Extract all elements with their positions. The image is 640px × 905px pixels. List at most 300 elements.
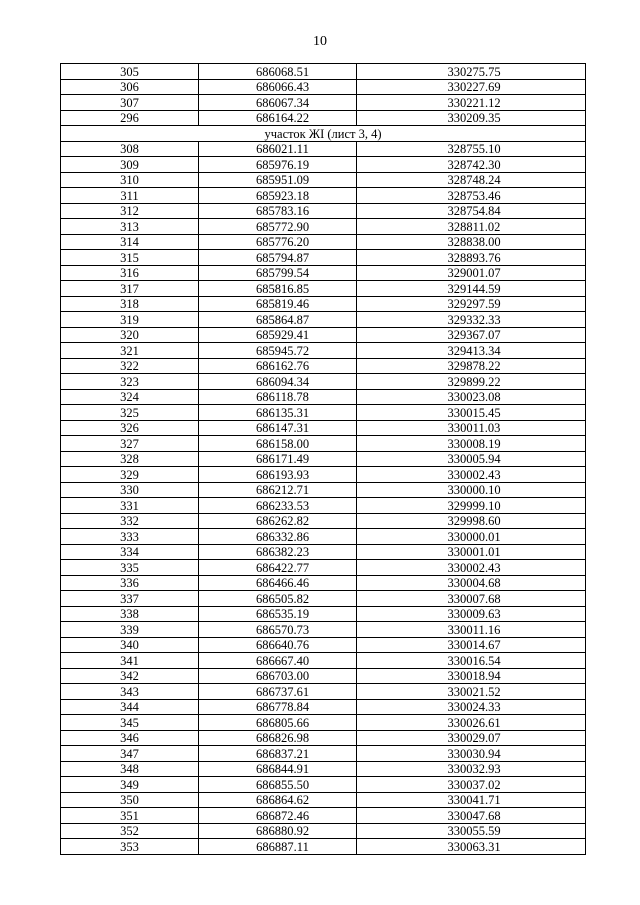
x-coordinate-cell-text: 686021.11 bbox=[256, 142, 309, 156]
point-number-cell-text: 344 bbox=[120, 700, 139, 714]
point-number-cell bbox=[61, 746, 199, 762]
y-coordinate-cell bbox=[357, 64, 586, 80]
y-coordinate-cell-text: 330009.63 bbox=[447, 607, 501, 621]
y-coordinate-cell bbox=[357, 374, 586, 390]
table-row bbox=[61, 653, 586, 669]
point-number-cell bbox=[61, 777, 199, 793]
point-number-cell bbox=[61, 172, 199, 188]
table-row bbox=[61, 498, 586, 514]
table-row bbox=[61, 172, 586, 188]
y-coordinate-cell bbox=[357, 761, 586, 777]
point-number-cell bbox=[61, 839, 199, 855]
x-coordinate-cell-text: 686147.31 bbox=[255, 421, 310, 435]
x-coordinate-cell bbox=[199, 157, 357, 173]
y-coordinate-cell-text: 330024.33 bbox=[447, 700, 501, 714]
y-coordinate-cell bbox=[357, 172, 586, 188]
table-row bbox=[61, 637, 586, 653]
y-coordinate-cell bbox=[357, 839, 586, 855]
x-coordinate-cell bbox=[199, 684, 357, 700]
point-number-cell bbox=[61, 141, 199, 157]
point-number-cell bbox=[61, 513, 199, 529]
y-coordinate-cell-text: 329001.07 bbox=[447, 266, 501, 280]
x-coordinate-cell bbox=[199, 792, 357, 808]
x-coordinate-cell-text: 686466.46 bbox=[255, 576, 310, 590]
table-body-top bbox=[61, 64, 586, 126]
y-coordinate-cell-text: 330001.01 bbox=[447, 545, 501, 559]
point-number-cell-text: 339 bbox=[120, 622, 139, 637]
y-coordinate-cell bbox=[357, 234, 586, 250]
x-coordinate-cell bbox=[199, 591, 357, 607]
y-coordinate-cell bbox=[357, 560, 586, 576]
y-coordinate-cell bbox=[357, 296, 586, 312]
x-coordinate-cell-text: 686805.66 bbox=[255, 715, 310, 730]
table-row bbox=[61, 343, 586, 359]
point-number-cell-text: 296 bbox=[120, 111, 139, 125]
point-number-cell bbox=[61, 498, 199, 514]
x-coordinate-cell bbox=[199, 188, 357, 204]
table-row bbox=[61, 188, 586, 204]
x-coordinate-cell bbox=[199, 141, 357, 157]
x-coordinate-cell-text: 686233.53 bbox=[255, 498, 310, 513]
y-coordinate-cell-text: 328838.00 bbox=[447, 235, 501, 249]
table-row bbox=[61, 64, 586, 80]
x-coordinate-cell bbox=[199, 250, 357, 266]
y-coordinate-cell bbox=[357, 312, 586, 328]
y-coordinate-cell bbox=[357, 343, 586, 359]
point-number-cell-text: 307 bbox=[120, 95, 139, 110]
point-number-cell bbox=[61, 668, 199, 684]
x-coordinate-cell bbox=[199, 281, 357, 297]
table-row bbox=[61, 281, 586, 297]
y-coordinate-cell bbox=[357, 358, 586, 374]
point-number-cell-text: 333 bbox=[120, 529, 139, 544]
point-number-cell bbox=[61, 451, 199, 467]
y-coordinate-cell bbox=[357, 281, 586, 297]
point-number-cell bbox=[61, 560, 199, 576]
x-coordinate-cell bbox=[199, 436, 357, 452]
y-coordinate-cell-text: 330011.03 bbox=[447, 421, 501, 435]
table-row bbox=[61, 529, 586, 545]
x-coordinate-cell bbox=[199, 544, 357, 560]
x-coordinate-cell bbox=[199, 699, 357, 715]
x-coordinate-cell bbox=[199, 234, 357, 250]
x-coordinate-cell bbox=[199, 761, 357, 777]
x-coordinate-cell-text: 685976.19 bbox=[255, 157, 310, 172]
point-number-cell-text: 311 bbox=[120, 188, 139, 203]
table-row bbox=[61, 405, 586, 421]
y-coordinate-cell bbox=[357, 575, 586, 591]
point-number-cell-text: 313 bbox=[120, 219, 139, 234]
x-coordinate-cell-text: 686382.23 bbox=[255, 545, 310, 559]
x-coordinate-cell-text: 686094.34 bbox=[255, 374, 310, 389]
y-coordinate-cell bbox=[357, 668, 586, 684]
y-coordinate-cell bbox=[357, 203, 586, 219]
y-coordinate-cell bbox=[357, 792, 586, 808]
point-number-cell-text: 330 bbox=[120, 483, 139, 497]
y-coordinate-cell-text: 330055.59 bbox=[447, 824, 501, 838]
x-coordinate-cell-text: 686332.86 bbox=[255, 529, 310, 544]
section-header: участок ЖІ (лист 3, 4) bbox=[61, 126, 586, 142]
point-number-cell bbox=[61, 312, 199, 328]
x-coordinate-cell bbox=[199, 265, 357, 281]
y-coordinate-cell-text: 330005.94 bbox=[447, 452, 501, 466]
point-number-cell bbox=[61, 792, 199, 808]
point-number-cell bbox=[61, 358, 199, 374]
point-number-cell-text: 336 bbox=[120, 576, 139, 590]
x-coordinate-cell-text: 685864.87 bbox=[255, 312, 310, 327]
x-coordinate-cell bbox=[199, 327, 357, 343]
y-coordinate-cell-text: 330021.52 bbox=[447, 684, 501, 699]
table-row bbox=[61, 389, 586, 405]
x-coordinate-cell-text: 686171.49 bbox=[255, 452, 310, 466]
point-number-cell-text: 315 bbox=[120, 250, 139, 265]
table-row bbox=[61, 436, 586, 452]
point-number-cell-text: 341 bbox=[120, 653, 139, 668]
point-number-cell bbox=[61, 79, 199, 95]
y-coordinate-cell bbox=[357, 746, 586, 762]
y-coordinate-cell-text: 330227.69 bbox=[447, 80, 501, 94]
point-number-cell bbox=[61, 699, 199, 715]
point-number-cell-text: 319 bbox=[120, 312, 139, 327]
y-coordinate-cell bbox=[357, 250, 586, 266]
point-number-cell-text: 335 bbox=[120, 560, 139, 575]
point-number-cell-text: 345 bbox=[120, 715, 139, 730]
table-row bbox=[61, 296, 586, 312]
y-coordinate-cell bbox=[357, 808, 586, 824]
table-row bbox=[61, 622, 586, 638]
y-coordinate-cell bbox=[357, 684, 586, 700]
point-number-cell bbox=[61, 653, 199, 669]
y-coordinate-cell-text: 328748.24 bbox=[447, 173, 501, 187]
y-coordinate-cell-text: 330041.71 bbox=[447, 793, 501, 807]
point-number-cell bbox=[61, 389, 199, 405]
y-coordinate-cell-text: 328811.02 bbox=[447, 219, 501, 234]
point-number-cell-text: 346 bbox=[120, 731, 139, 745]
y-coordinate-cell-text: 330047.68 bbox=[447, 808, 501, 823]
point-number-cell bbox=[61, 219, 199, 235]
page-number: 10 bbox=[313, 34, 327, 49]
point-number-cell-text: 328 bbox=[120, 452, 139, 466]
x-coordinate-cell-text: 686872.46 bbox=[255, 808, 310, 823]
y-coordinate-cell-text: 330037.02 bbox=[447, 777, 501, 792]
point-number-cell-text: 343 bbox=[120, 684, 139, 699]
x-coordinate-cell-text: 686640.76 bbox=[255, 638, 310, 652]
x-coordinate-cell-text: 686422.77 bbox=[255, 560, 310, 575]
y-coordinate-cell bbox=[357, 451, 586, 467]
point-number-cell bbox=[61, 296, 199, 312]
point-number-cell-text: 334 bbox=[120, 545, 139, 559]
x-coordinate-cell bbox=[199, 219, 357, 235]
x-coordinate-cell bbox=[199, 498, 357, 514]
table-row bbox=[61, 110, 586, 126]
table-row bbox=[61, 420, 586, 436]
x-coordinate-cell bbox=[199, 172, 357, 188]
point-number-cell bbox=[61, 281, 199, 297]
point-number-cell-text: 329 bbox=[120, 467, 139, 482]
point-number-cell-text: 349 bbox=[120, 777, 139, 792]
y-coordinate-cell bbox=[357, 622, 586, 638]
point-number-cell-text: 310 bbox=[120, 173, 139, 187]
x-coordinate-cell-text: 685794.87 bbox=[255, 250, 310, 265]
y-coordinate-cell-text: 330004.68 bbox=[447, 576, 501, 590]
section-header-row bbox=[61, 126, 586, 142]
point-number-cell-text: 324 bbox=[120, 390, 139, 404]
table-row bbox=[61, 250, 586, 266]
x-coordinate-cell bbox=[199, 839, 357, 855]
point-number-cell-text: 316 bbox=[120, 266, 139, 280]
x-coordinate-cell-text: 686880.92 bbox=[255, 824, 310, 838]
x-coordinate-cell bbox=[199, 746, 357, 762]
y-coordinate-cell bbox=[357, 498, 586, 514]
point-number-cell bbox=[61, 529, 199, 545]
y-coordinate-cell bbox=[357, 389, 586, 405]
y-coordinate-cell bbox=[357, 544, 586, 560]
point-number-cell-text: 332 bbox=[120, 514, 139, 528]
x-coordinate-cell bbox=[199, 513, 357, 529]
point-number-cell bbox=[61, 110, 199, 126]
table-row bbox=[61, 668, 586, 684]
y-coordinate-cell-text: 330029.07 bbox=[447, 731, 501, 745]
point-number-cell bbox=[61, 234, 199, 250]
point-number-cell bbox=[61, 265, 199, 281]
y-coordinate-cell bbox=[357, 420, 586, 436]
x-coordinate-cell-text: 686837.21 bbox=[255, 746, 310, 761]
point-number-cell-text: 338 bbox=[120, 607, 139, 621]
point-number-cell bbox=[61, 420, 199, 436]
x-coordinate-cell bbox=[199, 715, 357, 731]
x-coordinate-cell-text: 686118.78 bbox=[256, 390, 309, 404]
y-coordinate-cell-text: 330221.12 bbox=[447, 95, 501, 110]
y-coordinate-cell-text: 330002.43 bbox=[447, 467, 501, 482]
y-coordinate-cell bbox=[357, 653, 586, 669]
x-coordinate-cell-text: 685923.18 bbox=[255, 188, 310, 203]
point-number-cell bbox=[61, 823, 199, 839]
x-coordinate-cell bbox=[199, 343, 357, 359]
x-coordinate-cell bbox=[199, 296, 357, 312]
x-coordinate-cell-text: 686864.62 bbox=[255, 793, 310, 807]
y-coordinate-cell bbox=[357, 95, 586, 111]
point-number-cell bbox=[61, 606, 199, 622]
x-coordinate-cell-text: 686855.50 bbox=[255, 777, 310, 792]
coordinates-table bbox=[60, 63, 586, 855]
y-coordinate-cell-text: 330032.93 bbox=[447, 762, 501, 776]
point-number-cell bbox=[61, 327, 199, 343]
x-coordinate-cell bbox=[199, 777, 357, 793]
y-coordinate-cell-text: 329332.33 bbox=[447, 312, 501, 327]
x-coordinate-cell-text: 686778.84 bbox=[255, 700, 310, 714]
table-row bbox=[61, 746, 586, 762]
y-coordinate-cell bbox=[357, 219, 586, 235]
point-number-cell bbox=[61, 95, 199, 111]
y-coordinate-cell-text: 330000.01 bbox=[447, 529, 501, 544]
point-number-cell-text: 337 bbox=[120, 591, 139, 606]
y-coordinate-cell-text: 330209.35 bbox=[447, 111, 501, 125]
x-coordinate-cell-text: 686505.82 bbox=[255, 591, 310, 606]
point-number-cell bbox=[61, 482, 199, 498]
y-coordinate-cell-text: 330014.67 bbox=[447, 638, 501, 652]
table-row bbox=[61, 513, 586, 529]
point-number-cell-text: 353 bbox=[120, 839, 139, 854]
x-coordinate-cell-text: 686826.98 bbox=[255, 731, 310, 745]
x-coordinate-cell-text: 685945.72 bbox=[255, 343, 310, 358]
y-coordinate-cell bbox=[357, 157, 586, 173]
x-coordinate-cell bbox=[199, 823, 357, 839]
y-coordinate-cell-text: 330026.61 bbox=[447, 715, 501, 730]
x-coordinate-cell-text: 685772.90 bbox=[255, 219, 310, 234]
point-number-cell bbox=[61, 808, 199, 824]
x-coordinate-cell-text: 686570.73 bbox=[255, 622, 310, 637]
point-number-cell-text: 314 bbox=[120, 235, 139, 249]
table-row bbox=[61, 157, 586, 173]
x-coordinate-cell-text: 686068.51 bbox=[255, 64, 310, 79]
x-coordinate-cell-text: 685776.20 bbox=[255, 235, 310, 249]
table-row bbox=[61, 730, 586, 746]
table-row bbox=[61, 761, 586, 777]
table-row bbox=[61, 219, 586, 235]
y-coordinate-cell-text: 328742.30 bbox=[447, 157, 501, 172]
x-coordinate-cell-text: 686535.19 bbox=[255, 607, 310, 621]
point-number-cell bbox=[61, 575, 199, 591]
x-coordinate-cell bbox=[199, 606, 357, 622]
table-row bbox=[61, 591, 586, 607]
y-coordinate-cell bbox=[357, 777, 586, 793]
x-coordinate-cell bbox=[199, 575, 357, 591]
table-row bbox=[61, 467, 586, 483]
point-number-cell bbox=[61, 684, 199, 700]
x-coordinate-cell bbox=[199, 110, 357, 126]
table-row bbox=[61, 374, 586, 390]
x-coordinate-cell-text: 686737.61 bbox=[255, 684, 310, 699]
y-coordinate-cell bbox=[357, 606, 586, 622]
x-coordinate-cell bbox=[199, 95, 357, 111]
point-number-cell bbox=[61, 64, 199, 80]
point-number-cell-text: 320 bbox=[120, 328, 139, 342]
point-number-cell-text: 348 bbox=[120, 762, 139, 776]
x-coordinate-cell-text: 686667.40 bbox=[255, 653, 310, 668]
y-coordinate-cell bbox=[357, 141, 586, 157]
y-coordinate-cell-text: 329413.34 bbox=[447, 343, 501, 358]
y-coordinate-cell-text: 330016.54 bbox=[447, 653, 501, 668]
table-row bbox=[61, 482, 586, 498]
x-coordinate-cell bbox=[199, 358, 357, 374]
point-number-cell bbox=[61, 761, 199, 777]
y-coordinate-cell bbox=[357, 715, 586, 731]
x-coordinate-cell bbox=[199, 64, 357, 80]
x-coordinate-cell bbox=[199, 420, 357, 436]
point-number-cell-text: 340 bbox=[120, 638, 139, 652]
table-row bbox=[61, 715, 586, 731]
point-number-cell-text: 306 bbox=[120, 80, 139, 94]
y-coordinate-cell-text: 328755.10 bbox=[447, 142, 501, 156]
x-coordinate-cell-text: 685799.54 bbox=[255, 266, 310, 280]
y-coordinate-cell bbox=[357, 265, 586, 281]
y-coordinate-cell bbox=[357, 436, 586, 452]
point-number-cell bbox=[61, 467, 199, 483]
point-number-cell-text: 322 bbox=[120, 359, 139, 373]
x-coordinate-cell bbox=[199, 467, 357, 483]
point-number-cell-text: 352 bbox=[120, 824, 139, 838]
y-coordinate-cell-text: 328754.84 bbox=[447, 204, 501, 218]
y-coordinate-cell-text: 329899.22 bbox=[447, 374, 501, 389]
y-coordinate-cell-text: 330018.94 bbox=[447, 669, 501, 683]
x-coordinate-cell bbox=[199, 808, 357, 824]
table-row bbox=[61, 141, 586, 157]
x-coordinate-cell bbox=[199, 451, 357, 467]
y-coordinate-cell-text: 328753.46 bbox=[447, 188, 501, 203]
point-number-cell bbox=[61, 405, 199, 421]
table-row bbox=[61, 95, 586, 111]
x-coordinate-cell-text: 686887.11 bbox=[256, 839, 309, 854]
y-coordinate-cell-text: 329998.60 bbox=[447, 514, 501, 528]
x-coordinate-cell-text: 686135.31 bbox=[255, 405, 310, 420]
y-coordinate-cell bbox=[357, 699, 586, 715]
point-number-cell-text: 327 bbox=[120, 436, 139, 451]
table-row bbox=[61, 544, 586, 560]
x-coordinate-cell bbox=[199, 482, 357, 498]
y-coordinate-cell-text: 330007.68 bbox=[447, 591, 501, 606]
x-coordinate-cell bbox=[199, 653, 357, 669]
point-number-cell-text: 312 bbox=[120, 204, 139, 218]
y-coordinate-cell bbox=[357, 482, 586, 498]
table-row bbox=[61, 234, 586, 250]
table-row bbox=[61, 792, 586, 808]
point-number-cell bbox=[61, 374, 199, 390]
x-coordinate-cell bbox=[199, 374, 357, 390]
point-number-cell bbox=[61, 622, 199, 638]
y-coordinate-cell bbox=[357, 637, 586, 653]
y-coordinate-cell bbox=[357, 513, 586, 529]
y-coordinate-cell-text: 330030.94 bbox=[447, 746, 501, 761]
table-row bbox=[61, 699, 586, 715]
point-number-cell-text: 350 bbox=[120, 793, 139, 807]
table-row bbox=[61, 451, 586, 467]
point-number-cell bbox=[61, 436, 199, 452]
point-number-cell bbox=[61, 730, 199, 746]
point-number-cell-text: 323 bbox=[120, 374, 139, 389]
x-coordinate-cell-text: 686067.34 bbox=[255, 95, 310, 110]
y-coordinate-cell bbox=[357, 591, 586, 607]
x-coordinate-cell bbox=[199, 622, 357, 638]
x-coordinate-cell-text: 686066.43 bbox=[255, 80, 310, 94]
y-coordinate-cell-text: 329999.10 bbox=[447, 498, 501, 513]
x-coordinate-cell bbox=[199, 668, 357, 684]
x-coordinate-cell bbox=[199, 389, 357, 405]
y-coordinate-cell bbox=[357, 188, 586, 204]
point-number-cell bbox=[61, 157, 199, 173]
table-row bbox=[61, 808, 586, 824]
y-coordinate-cell bbox=[357, 823, 586, 839]
table-row bbox=[61, 777, 586, 793]
point-number-cell-text: 308 bbox=[120, 142, 139, 156]
x-coordinate-cell-text: 686158.00 bbox=[255, 436, 310, 451]
y-coordinate-cell-text: 330000.10 bbox=[447, 483, 501, 497]
point-number-cell bbox=[61, 715, 199, 731]
y-coordinate-cell-text: 330275.75 bbox=[447, 64, 501, 79]
table-row bbox=[61, 203, 586, 219]
y-coordinate-cell bbox=[357, 730, 586, 746]
point-number-cell-text: 342 bbox=[120, 669, 139, 683]
table-row bbox=[61, 265, 586, 281]
y-coordinate-cell-text: 329144.59 bbox=[447, 281, 501, 296]
table-row bbox=[61, 823, 586, 839]
point-number-cell-text: 347 bbox=[120, 746, 139, 761]
table-row bbox=[61, 575, 586, 591]
y-coordinate-cell-text: 329367.07 bbox=[447, 328, 501, 342]
y-coordinate-cell-text: 329878.22 bbox=[447, 359, 501, 373]
x-coordinate-cell bbox=[199, 79, 357, 95]
y-coordinate-cell bbox=[357, 467, 586, 483]
point-number-cell-text: 318 bbox=[120, 297, 139, 311]
